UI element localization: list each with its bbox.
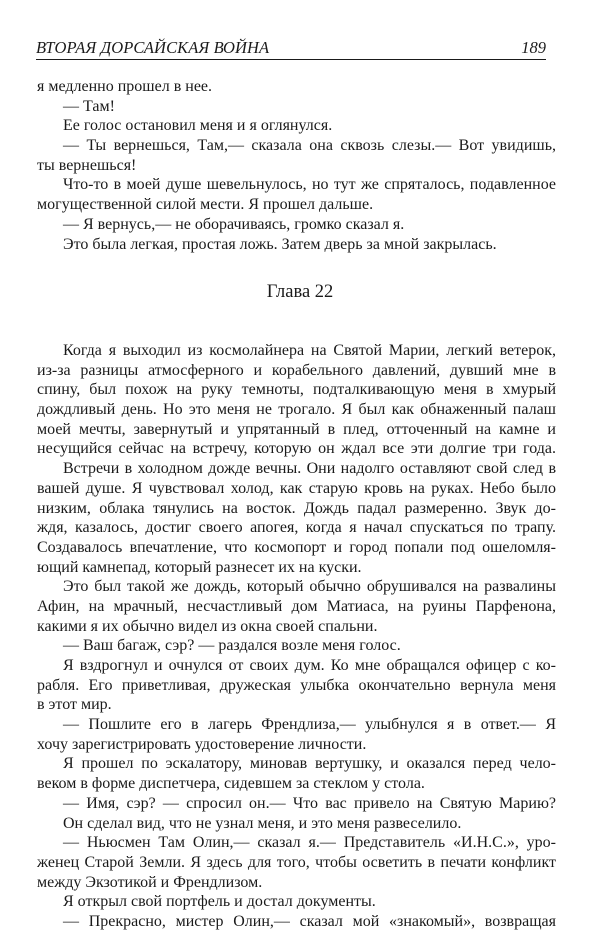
text-line: Что-то в моей душе шевельнулось, но тут же спряталось, подавленное [63, 176, 556, 194]
text-block-chapter [37, 341, 556, 932]
text-line: Когда я выходил из космолайнера на Святой Марии, легкий ветерок, [63, 342, 556, 359]
text-line: между Экзотикой и Френдлизом. [37, 873, 263, 891]
text-line: — Я вернусь,— не оборачиваясь, громко сказал я. [63, 215, 405, 233]
text-line: Я вздрогнул и очнулся от своих дум. Ко мне обращался офицер с ко- [63, 657, 556, 674]
text-line: несущийся сейчас на встречу, которую он ждал все эти долгие три года. [37, 440, 556, 458]
text-line: хочу зарегистрировать удостоверение личности. [37, 735, 367, 753]
text-line: — Пошлите его в лагерь Френдлиза,— улыбнулся я в ответ.— Я [63, 716, 556, 734]
text-line: рабля. Его приветливая, дружеская улыбка окончательно вернула меня [37, 676, 556, 694]
text-line: я медленно прошел в нее. [37, 78, 213, 95]
text-line: спину, был похож на руку темноты, подталкивающую меня в хмурый [37, 381, 556, 399]
text-line: веком в форме диспетчера, сидевшем за стеклом у стола. [37, 775, 425, 793]
text-line: из-за разницы атмосферного и корабельного давлений, дувший мне в [37, 361, 556, 379]
text-line: ждя, казалось, достиг своего апогея, когда я начал спускаться по трапу. [37, 519, 556, 537]
text-line: низким, облака тянулись на восток. Дождь падал размеренно. Звук до- [37, 499, 556, 517]
text-line: Создавалось впечатление, что космопорт и город попали под ошеломля- [37, 538, 556, 556]
text-line: женец Старой Земли. Я здесь для того, чтобы осветить в печати конфликт [37, 853, 556, 871]
text-line: могущественной силой мести. Я прошел дальше. [37, 196, 374, 214]
text-line: в этот мир. [37, 696, 112, 714]
text-line: — Ты вернешься, Там,— сказала она сквозь слезы.— Вот увидишь, [63, 137, 556, 155]
text-line: какими я их обычно видел из окна своей спальни. [37, 617, 378, 635]
text-line: дождливый день. Но это меня не трогало. Я был как обнаженный палаш [37, 401, 556, 419]
chapter-heading: Глава 22 [266, 282, 334, 302]
text-line: Это был такой же дождь, который обычно обрушивался на развалины [63, 578, 556, 596]
text-line: — Ваш багаж, сэр? — раздался возле меня голос. [63, 637, 401, 655]
text-line: моей мечты, завернутый и упрятанный в плед, отточенный на камне и [37, 420, 556, 438]
text-line: Ее голос остановил меня и я оглянулся. [63, 117, 333, 135]
running-header [36, 38, 546, 60]
text-line: ющий камнепад, который разнесет их на куски. [37, 558, 362, 576]
page-number: 189 [521, 38, 546, 57]
text-line: — Прекрасно, мистер Олин,— сказал мой «знакомый», возвращая [63, 912, 556, 930]
text-line: Встречи в холодном дожде вечны. Они надолго оставляют свой след в [63, 460, 556, 478]
text-line: вашей душе. Я чувствовал холод, как старую кровь на руках. Небо было [37, 479, 556, 497]
text-line: Это была легкая, простая ложь. Затем дверь за мной закрылась. [63, 235, 497, 253]
text-line: — Там! [63, 97, 115, 115]
text-line: Он сделал вид, что не узнал меня, и это меня развеселило. [63, 814, 462, 832]
text-line: Афин, на мрачный, несчастливый дом Матиаса, на руины Парфенона, [37, 597, 556, 615]
text-line: ты вернешься! [37, 156, 137, 174]
text-line: Я прошел по эскалатору, миновав вертушку, и оказался перед чело- [63, 755, 556, 773]
running-title: ВТОРАЯ ДОРСАЙСКАЯ ВОЙНА [36, 38, 270, 57]
text-block-continuation [37, 77, 556, 254]
text-line: — Ньюсмен Там Олин,— сказал я.— Представитель «И.Н.С.», уро- [63, 834, 556, 852]
text-line: — Имя, сэр? — спросил он.— Что вас привело на Святую Марию? [63, 794, 556, 812]
text-line: Я открыл свой портфель и достал документы. [63, 893, 376, 911]
